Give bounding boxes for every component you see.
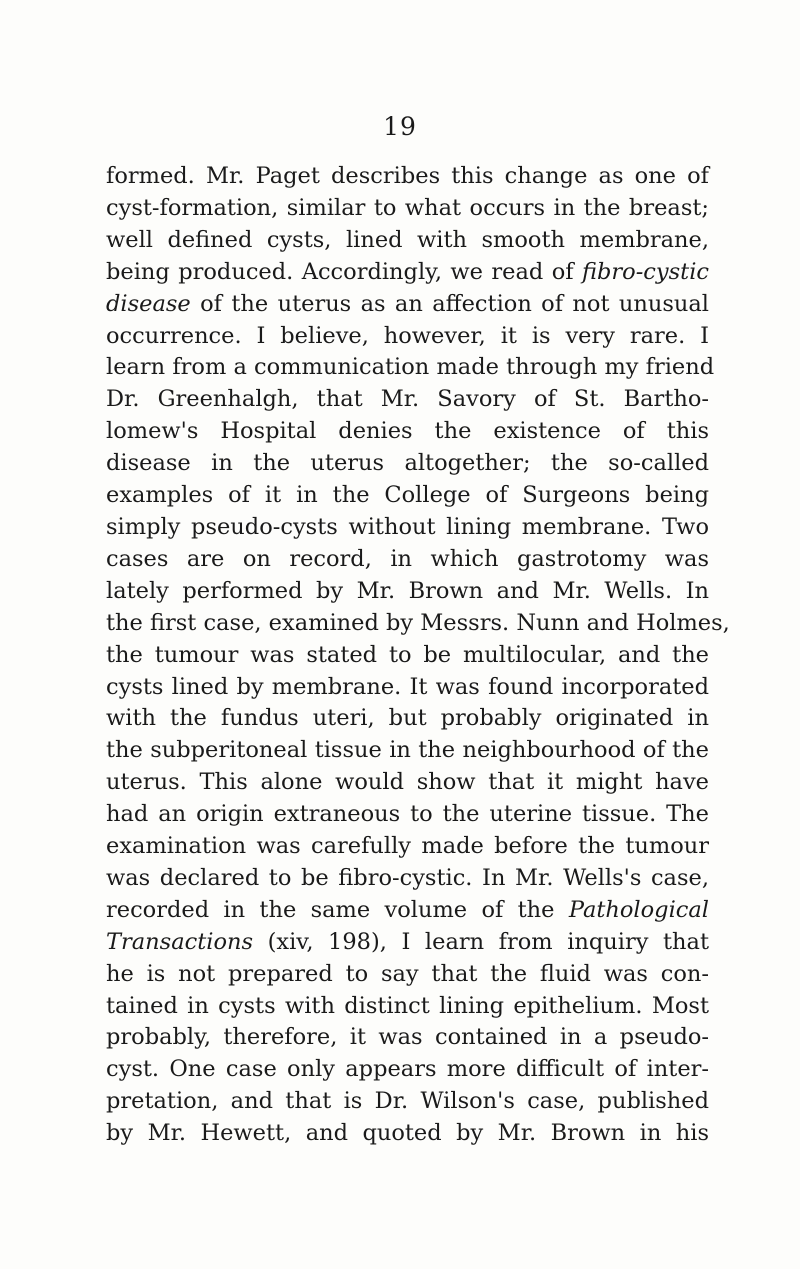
text-line xyxy=(106,895,709,927)
text-segment: learn from a communication made through my friend xyxy=(106,354,715,381)
text-segment: was declared to be fibro-cystic. In Mr. Wells's case, xyxy=(106,864,709,891)
text-line xyxy=(106,927,709,959)
text-line xyxy=(106,193,709,225)
body-text xyxy=(106,161,730,1150)
text-segment: simply pseudo-cysts without lining membrane. Two xyxy=(106,513,709,540)
text-segment: cyst-formation, similar to what occurs in the breast; xyxy=(106,194,709,221)
text-segment: formed. Mr. Paget describes this change as one of xyxy=(106,163,709,189)
text-segment: had an origin extraneous to the uterine tissue. The xyxy=(106,801,709,828)
text-segment: Dr. Greenhalgh, that Mr. Savory of St. Bartho- xyxy=(106,386,709,413)
text-segment: being produced. Accordingly, we read of xyxy=(106,258,582,285)
text-line xyxy=(106,1054,709,1086)
text-segment: with the fundus uteri, but probably originated in xyxy=(106,705,709,732)
text-segment: he is not prepared to say that the fluid was con- xyxy=(106,960,709,987)
text-segment: disease in the uterus altogether; the so-called xyxy=(106,450,709,477)
text-segment: by Mr. Hewett, and quoted by Mr. Brown in his xyxy=(106,1120,709,1147)
text-segment: the tumour was stated to be multilocular, and the xyxy=(106,641,709,668)
text-segment: cysts lined by membrane. It was found incorporated xyxy=(106,673,709,700)
text-segment: (xiv, 198), I learn from inquiry that xyxy=(253,928,709,955)
text-segment: cases are on record, in which gastrotomy was xyxy=(106,545,709,572)
text-segment: of the uterus as an affection of not unusual xyxy=(190,290,709,317)
text-line xyxy=(106,1086,709,1118)
text-segment: the subperitoneal tissue in the neighbourhood of the xyxy=(106,737,709,764)
text-line xyxy=(106,703,709,735)
text-line xyxy=(106,161,709,193)
text-segment: probably, therefore, it was contained in a pseudo- xyxy=(106,1024,709,1051)
text-segment: pretation, and that is Dr. Wilson's case, published xyxy=(106,1088,709,1115)
text-line xyxy=(106,448,709,480)
text-segment: cyst. One case only appears more difficult of inter- xyxy=(106,1056,709,1083)
text-segment: examination was carefully made before the tumour xyxy=(106,833,709,860)
text-line xyxy=(106,767,709,799)
text-line xyxy=(106,257,709,289)
text-segment: occurrence. I believe, however, it is very rare. I xyxy=(106,322,709,349)
text-line xyxy=(106,512,709,544)
text-line xyxy=(106,480,709,512)
text-line xyxy=(106,1118,709,1150)
text-line xyxy=(106,831,709,863)
text-line xyxy=(106,735,709,767)
text-segment: lomew's Hospital denies the existence of this xyxy=(106,418,709,445)
text-line xyxy=(106,1022,709,1054)
text-line xyxy=(106,991,709,1023)
text-line xyxy=(106,321,709,353)
page-number: 19 xyxy=(383,112,417,141)
text-segment: recorded in the same volume of the xyxy=(106,896,569,923)
text-line xyxy=(106,352,715,384)
italic-text: Transactions xyxy=(106,928,254,955)
text-line xyxy=(106,672,709,704)
text-line xyxy=(106,544,709,576)
text-segment: well defined cysts, lined with smooth membrane, xyxy=(106,226,709,253)
text-line xyxy=(106,416,709,448)
text-line xyxy=(106,863,709,895)
text-segment: tained in cysts with distinct lining epithelium. Most xyxy=(106,992,709,1019)
text-line xyxy=(106,384,709,416)
italic-text: Pathological xyxy=(568,896,709,923)
text-line xyxy=(106,225,709,257)
text-segment: uterus. This alone would show that it might have xyxy=(106,769,709,796)
text-line xyxy=(106,959,709,991)
text-segment: lately performed by Mr. Brown and Mr. Wells. In xyxy=(106,577,709,604)
text-line xyxy=(106,608,730,640)
italic-text: fibro-cystic xyxy=(581,258,709,285)
text-segment: examples of it in the College of Surgeons being xyxy=(106,482,709,509)
italic-text: disease xyxy=(106,290,191,317)
text-segment: the first case, examined by Messrs. Nunn and Holmes, xyxy=(106,609,730,636)
text-line xyxy=(106,576,709,608)
text-line xyxy=(106,799,709,831)
text-line xyxy=(106,289,709,321)
text-line xyxy=(106,640,709,672)
